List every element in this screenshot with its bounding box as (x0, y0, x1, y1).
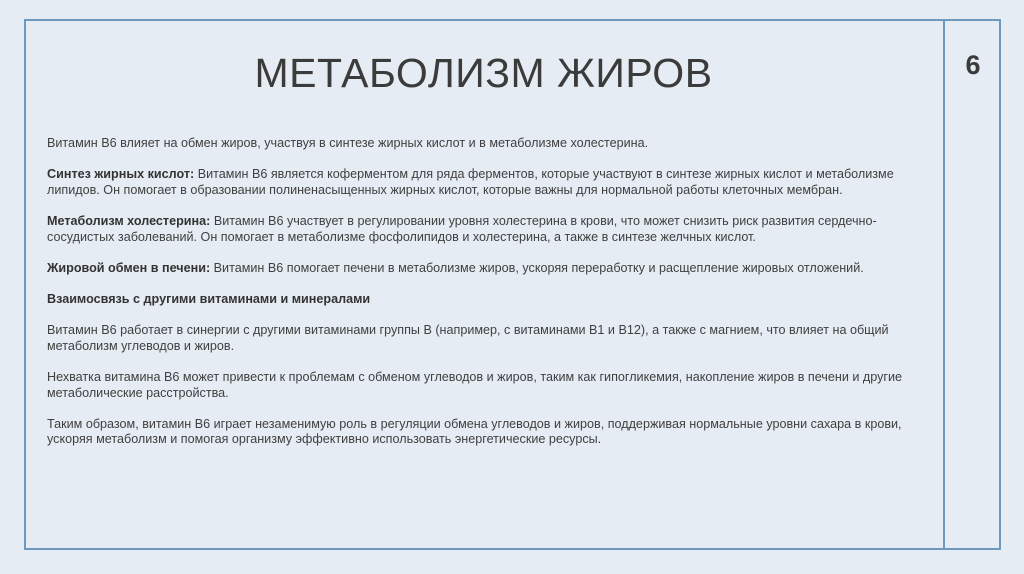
cholesterol-heading: Метаболизм холестерина: (47, 213, 211, 228)
conclusion-paragraph: Таким образом, витамин В6 играет незаменимую роль в регуляции обмена углеводов и жиров, поддерживая нормальные уровни сахара в крови, ускоряя метаболизм и помогая организму эффективно использовать энергетические ресурсы. (47, 416, 902, 447)
liver-text: Витамин В6 помогает печени в метаболизме жиров, ускоряя переработку и расщепление жировых отложений. (210, 260, 864, 275)
intro-paragraph: Витамин В6 влияет на обмен жиров, участвуя в синтезе жирных кислот и в метаболизме холестерина. (47, 136, 649, 150)
liver-paragraph (47, 261, 927, 277)
relation-heading-paragraph (47, 292, 927, 308)
relation-heading: Взаимосвязь с другими витаминами и минералами (47, 291, 371, 306)
liver-heading: Жировой обмен в печени: (47, 260, 211, 275)
cholesterol-text: Витамин В6 участвует в регулировании уровня холестерина в крови, что может снизить риск развития сердечно-сосудистых заболеваний. Он помогает в метаболизме фосфолипидов и холестерина, а также в синтезе желчных кислот. (47, 213, 877, 244)
synthesis-text: Витамин В6 является коферментом для ряда ферментов, которые участвуют в синтезе жирных кислот и метаболизме липидов. Он помогает в образовании полиненасыщенных жирных кислот, которые важны для нормальной работы клеточных мембран. (47, 167, 894, 197)
synthesis-heading: Синтез жирных кислот: (47, 167, 195, 182)
deficiency-paragraph: Нехватка витамина В6 может привести к проблемам с обменом углеводов и жиров, таким как гипогликемия, накопление жиров в печени и другие метаболические расстройства. (47, 369, 903, 400)
slide-title: МЕТАБОЛИЗМ ЖИРОВ (254, 50, 713, 96)
cholesterol-paragraph (47, 214, 927, 245)
number-divider (943, 19, 945, 550)
synthesis-paragraph (47, 167, 927, 198)
slide-body (47, 136, 927, 463)
slide-number: 6 (965, 50, 981, 80)
synergy-paragraph: Витамин В6 работает в синергии с другими витаминами группы В (например, с витаминами В1 и В12), а также с магнием, что влияет на общий метаболизм углеводов и жиров. (47, 323, 889, 353)
